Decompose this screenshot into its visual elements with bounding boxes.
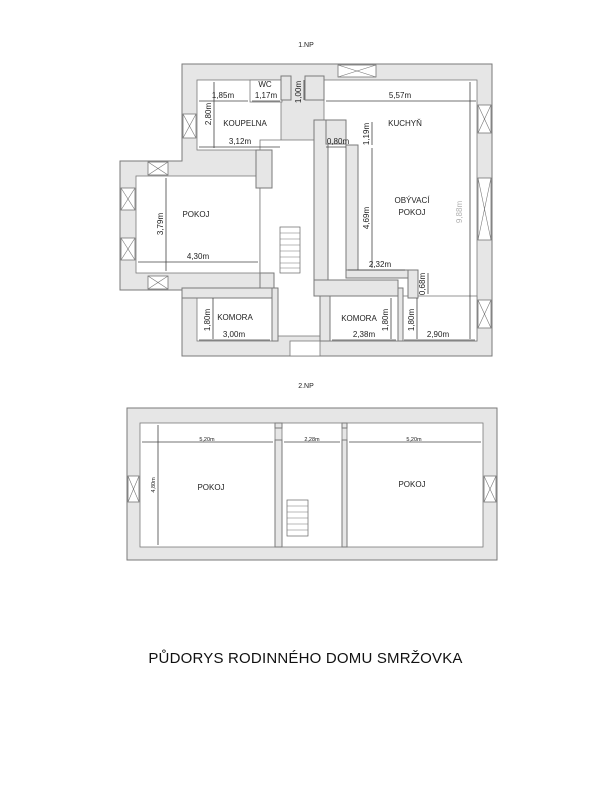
wall-partition: [398, 288, 403, 341]
dim-label: 3,00m: [222, 330, 246, 339]
dim-label: 5,20m: [199, 437, 215, 443]
dim-label: 4,69m: [362, 206, 371, 230]
room-label-kuchyn: KUCHYŇ: [388, 119, 422, 128]
wall-partition: [342, 423, 347, 428]
dim-label: 1,80m: [381, 308, 390, 332]
front-door-gap: [290, 341, 320, 356]
wall-partition: [346, 270, 411, 278]
dim-label: 2,90m: [426, 330, 450, 339]
window-pokoj-left2: [121, 238, 135, 260]
dim-label: 2,32m: [368, 260, 392, 269]
dim-label: 0,68m: [418, 272, 427, 296]
dim-label: 1,17m: [254, 91, 278, 100]
wall-partition: [314, 280, 398, 296]
wall-partition: [272, 288, 278, 341]
wall-partition: [320, 296, 330, 341]
dim-label: 2,28m: [304, 437, 320, 443]
window-2np-right: [484, 476, 496, 502]
window-right-2: [478, 178, 491, 240]
window-right-1: [478, 105, 491, 133]
room-label-pokoj-left-2np: POKOJ: [197, 483, 225, 492]
room-label-pokoj: POKOJ: [182, 210, 210, 219]
dim-label: 5,20m: [406, 437, 422, 443]
floor1-label: 1.NP: [298, 42, 314, 49]
wall-partition: [281, 76, 291, 100]
room-label-obyvaci-1: OBÝVACÍ: [394, 196, 430, 205]
window-pokoj-top: [148, 162, 168, 175]
window-pokoj-bottom: [148, 276, 168, 289]
dim-label: 2,80m: [204, 102, 213, 126]
room-label-pokoj-right-2np: POKOJ: [398, 480, 426, 489]
window-pokoj-left1: [121, 188, 135, 210]
wall-partition: [182, 288, 272, 298]
dim-label: 1,85m: [211, 91, 235, 100]
window-top: [338, 65, 376, 77]
wall-partition: [346, 145, 358, 273]
window-right-3: [478, 300, 491, 328]
dim-label: 3,12m: [228, 137, 252, 146]
dim-label: 9,88m: [455, 200, 464, 224]
window-2np-left: [128, 476, 139, 502]
wall-partition: [408, 270, 418, 298]
room-label-obyvaci-2: POKOJ: [398, 208, 426, 217]
dim-label: 4,80m: [151, 477, 157, 493]
dim-label: 4,30m: [186, 252, 210, 261]
wall-partition: [275, 423, 282, 428]
wall-partition: [275, 440, 282, 547]
room-label-komora-left: KOMORA: [217, 313, 253, 322]
dim-label: 0,80m: [326, 137, 350, 146]
wall-partition: [256, 150, 272, 188]
window-koupelna: [183, 114, 196, 138]
dim-label: 5,57m: [388, 91, 412, 100]
stairs-floor2: [287, 500, 308, 536]
dim-label: 1,80m: [203, 308, 212, 332]
dim-label: 2,38m: [352, 330, 376, 339]
dim-label: 1,80m: [407, 308, 416, 332]
dim-label: 1,19m: [362, 122, 371, 146]
wall-partition: [305, 76, 324, 100]
room-label-koupelna: KOUPELNA: [223, 119, 267, 128]
page-title: PŮDORYS RODINNÉHO DOMU SMRŽOVKA: [148, 650, 463, 667]
dim-label: 3,79m: [156, 212, 165, 236]
wall-partition: [342, 440, 347, 547]
floor2-label: 2.NP: [298, 383, 314, 390]
room-label-wc: WC: [258, 80, 272, 89]
room-label-komora-right: KOMORA: [341, 314, 377, 323]
dim-label: 1,00m: [294, 80, 303, 104]
stairs-floor1: [280, 227, 300, 273]
